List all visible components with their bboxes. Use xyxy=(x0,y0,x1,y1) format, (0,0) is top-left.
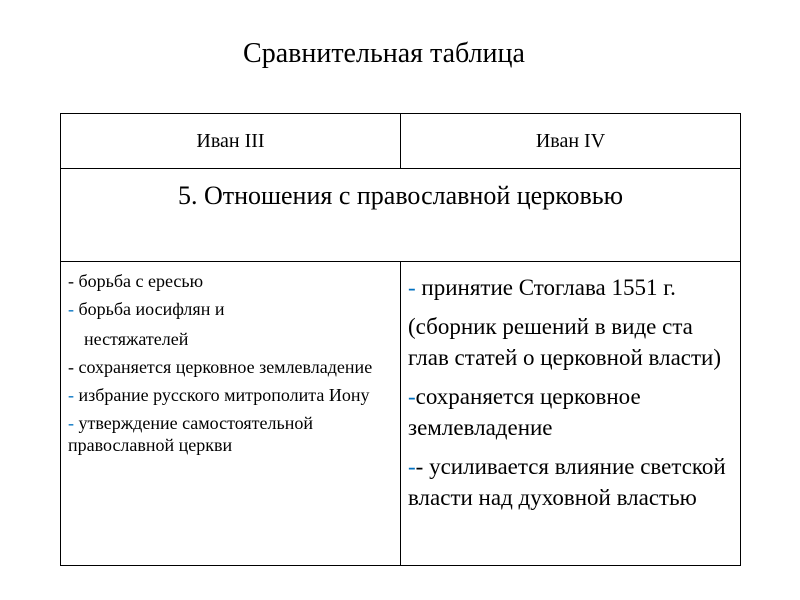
item-dash: - xyxy=(68,271,74,291)
item-text: борьба с ересью xyxy=(74,271,204,291)
content-row xyxy=(61,262,741,566)
item-text: избрание русского митрополита Иону xyxy=(74,385,370,405)
item-text-continuation: нестяжателей xyxy=(84,329,189,349)
header-ivan-3: Иван III xyxy=(61,114,401,169)
ivan3-cell xyxy=(61,262,401,566)
item-dash: - xyxy=(408,275,416,300)
ivan4-item xyxy=(408,451,732,513)
comparison-table xyxy=(60,113,741,566)
header-ivan-4: Иван IV xyxy=(401,114,741,169)
item-dash: - xyxy=(68,385,74,405)
ivan3-item xyxy=(68,298,392,350)
ivan3-item xyxy=(68,356,392,378)
item-text: утверждение самостоятельной православной церкви xyxy=(68,413,313,455)
item-text: сохраняется церковное землевладение xyxy=(408,384,641,440)
item-dash: - xyxy=(68,413,74,433)
item-dash: - xyxy=(68,357,74,377)
ivan3-item xyxy=(68,270,392,292)
item-text: принятие Стоглава 1551 г. xyxy=(415,275,676,300)
ivan4-cell xyxy=(401,262,741,566)
header-row xyxy=(61,114,741,169)
ivan3-item xyxy=(68,384,392,406)
ivan4-item xyxy=(408,381,732,443)
item-dash: - xyxy=(408,454,416,479)
ivan4-item xyxy=(408,272,732,303)
item-dash: - xyxy=(408,384,416,409)
ivan4-item xyxy=(408,311,732,373)
section-title: 5. Отношения с православной церковью xyxy=(61,169,741,262)
item-dash: - xyxy=(68,299,74,319)
item-text: борьба иосифлян и xyxy=(74,299,225,319)
item-text: сохраняется церковное землевладение xyxy=(74,357,373,377)
page-title: Сравнительная таблица xyxy=(243,38,525,69)
item-text: - усиливается влияние светской власти над духовной властью xyxy=(408,454,726,510)
section-row xyxy=(61,169,741,262)
ivan3-item xyxy=(68,412,392,456)
item-text: (сборник решений в виде ста глав статей о церковной власти) xyxy=(408,314,722,370)
